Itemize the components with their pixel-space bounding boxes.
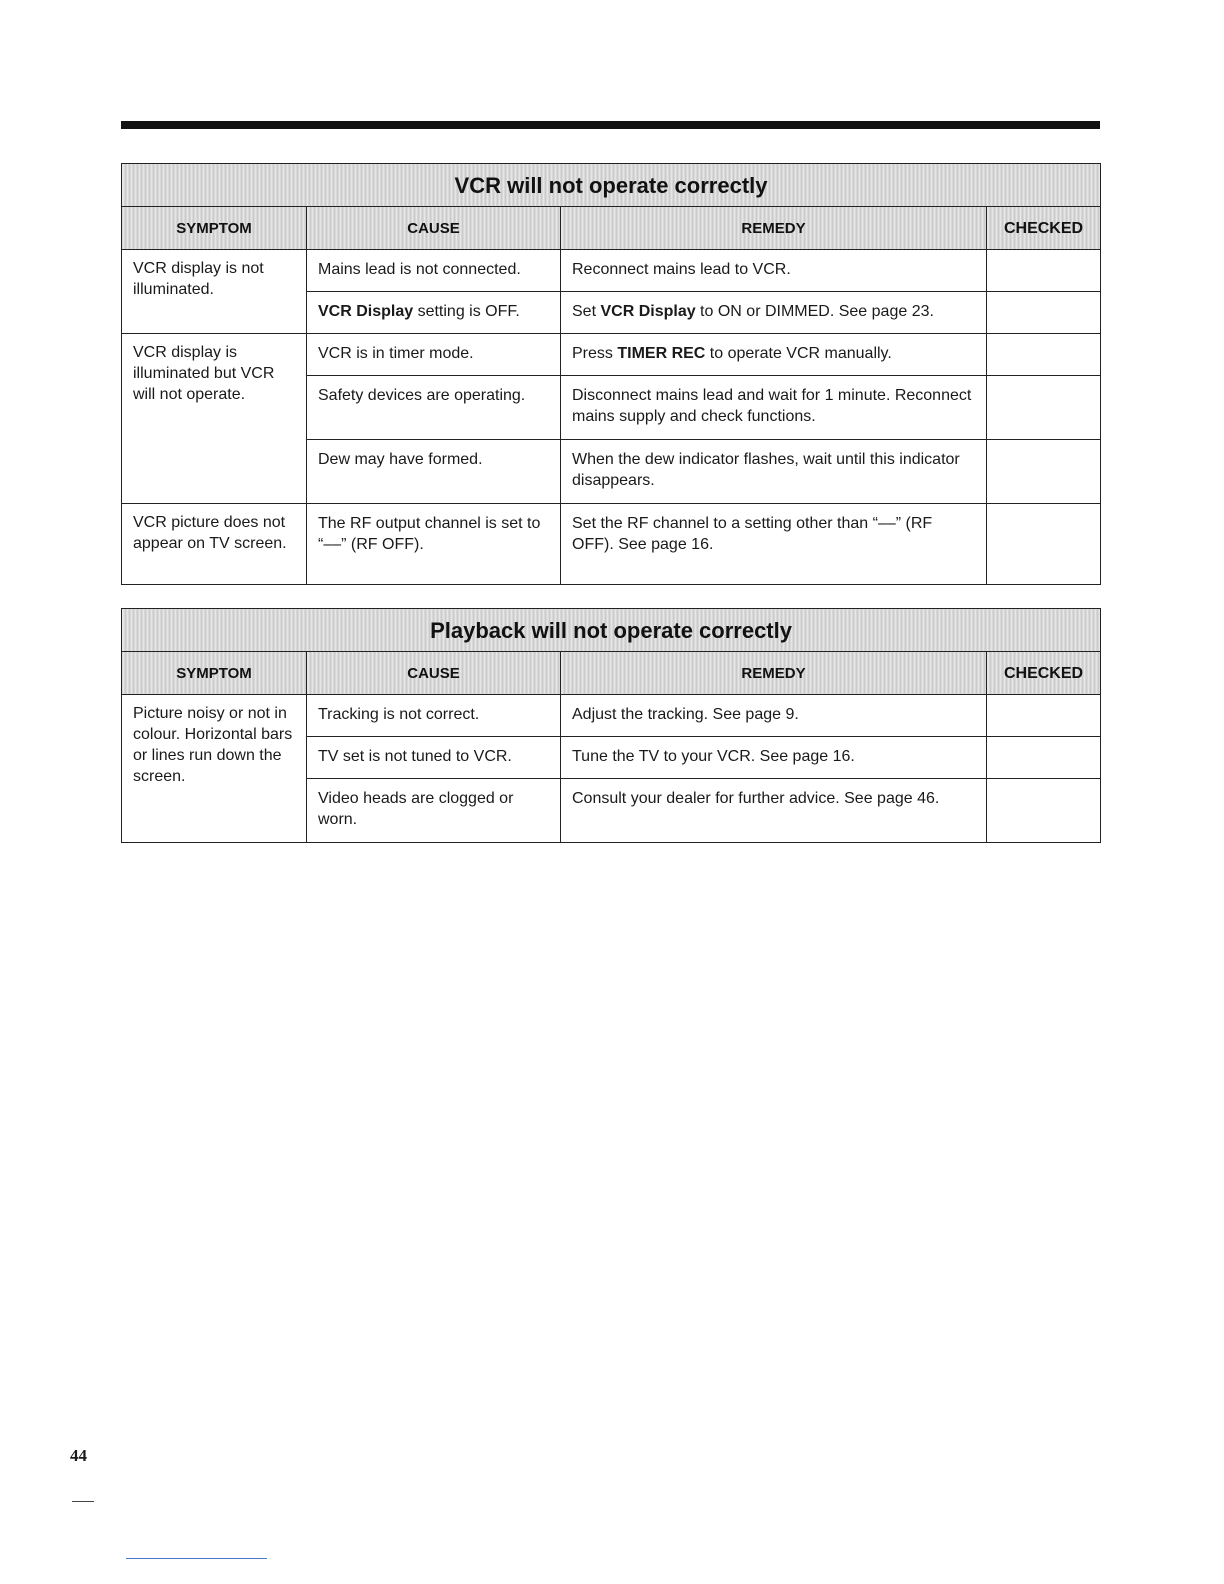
header-symptom: SYMPTOM bbox=[122, 652, 307, 695]
header-remedy: REMEDY bbox=[561, 207, 987, 250]
bottom-link-line bbox=[126, 1558, 267, 1559]
table-row bbox=[122, 334, 1101, 376]
remedy-cell: Set the RF channel to a setting other than “––” (RF OFF). See page 16. bbox=[561, 504, 987, 585]
header-symptom: SYMPTOM bbox=[122, 207, 307, 250]
cause-cell: Safety devices are operating. bbox=[307, 376, 561, 440]
troubleshooting-table-playback bbox=[121, 608, 1101, 843]
checked-box[interactable] bbox=[987, 250, 1101, 292]
top-rule bbox=[121, 121, 1100, 129]
table-row bbox=[122, 695, 1101, 737]
remedy-cell: Set VCR Display to ON or DIMMED. See page 23. bbox=[561, 292, 987, 334]
checked-box[interactable] bbox=[987, 334, 1101, 376]
cause-cell: VCR is in timer mode. bbox=[307, 334, 561, 376]
corner-mark bbox=[72, 1501, 94, 1502]
cause-cell: Dew may have formed. bbox=[307, 440, 561, 504]
bold-term: VCR Display bbox=[600, 303, 696, 320]
cause-cell: Video heads are clogged or worn. bbox=[307, 779, 561, 843]
cause-cell: Mains lead is not connected. bbox=[307, 250, 561, 292]
header-cause: CAUSE bbox=[307, 207, 561, 250]
table-row bbox=[122, 250, 1101, 292]
remedy-cell: Disconnect mains lead and wait for 1 minute. Reconnect mains supply and check functions. bbox=[561, 376, 987, 440]
checked-box[interactable] bbox=[987, 292, 1101, 334]
checked-box[interactable] bbox=[987, 504, 1101, 585]
symptom-cell: VCR display is not illuminated. bbox=[122, 250, 307, 334]
checked-box[interactable] bbox=[987, 779, 1101, 843]
header-cause: CAUSE bbox=[307, 652, 561, 695]
remedy-cell: Press TIMER REC to operate VCR manually. bbox=[561, 334, 987, 376]
cause-cell: The RF output channel is set to “––” (RF OFF). bbox=[307, 504, 561, 585]
remedy-cell: Adjust the tracking. See page 9. bbox=[561, 695, 987, 737]
symptom-cell: VCR picture does not appear on TV screen. bbox=[122, 504, 307, 585]
remedy-cell: Reconnect mains lead to VCR. bbox=[561, 250, 987, 292]
table-row bbox=[122, 504, 1101, 585]
section-title: VCR will not operate correctly bbox=[122, 164, 1101, 207]
bold-term: VCR Display bbox=[318, 303, 414, 320]
page-number: 44 bbox=[70, 1446, 87, 1465]
bold-term: TIMER REC bbox=[617, 345, 706, 362]
checked-box[interactable] bbox=[987, 440, 1101, 504]
remedy-cell: Consult your dealer for further advice. See page 46. bbox=[561, 779, 987, 843]
header-checked: CHECKED bbox=[987, 652, 1101, 695]
checked-box[interactable] bbox=[987, 376, 1101, 440]
section-title: Playback will not operate correctly bbox=[122, 609, 1101, 652]
remedy-cell: Tune the TV to your VCR. See page 16. bbox=[561, 737, 987, 779]
cause-cell: Tracking is not correct. bbox=[307, 695, 561, 737]
header-checked: CHECKED bbox=[987, 207, 1101, 250]
cause-cell: TV set is not tuned to VCR. bbox=[307, 737, 561, 779]
troubleshooting-table-vcr bbox=[121, 163, 1101, 585]
header-remedy: REMEDY bbox=[561, 652, 987, 695]
symptom-cell: Picture noisy or not in colour. Horizontal bars or lines run down the screen. bbox=[122, 695, 307, 843]
remedy-cell: When the dew indicator flashes, wait until this indicator disappears. bbox=[561, 440, 987, 504]
checked-box[interactable] bbox=[987, 695, 1101, 737]
symptom-cell: VCR display is illuminated but VCR will not operate. bbox=[122, 334, 307, 504]
cause-cell: VCR Display setting is OFF. bbox=[307, 292, 561, 334]
checked-box[interactable] bbox=[987, 737, 1101, 779]
